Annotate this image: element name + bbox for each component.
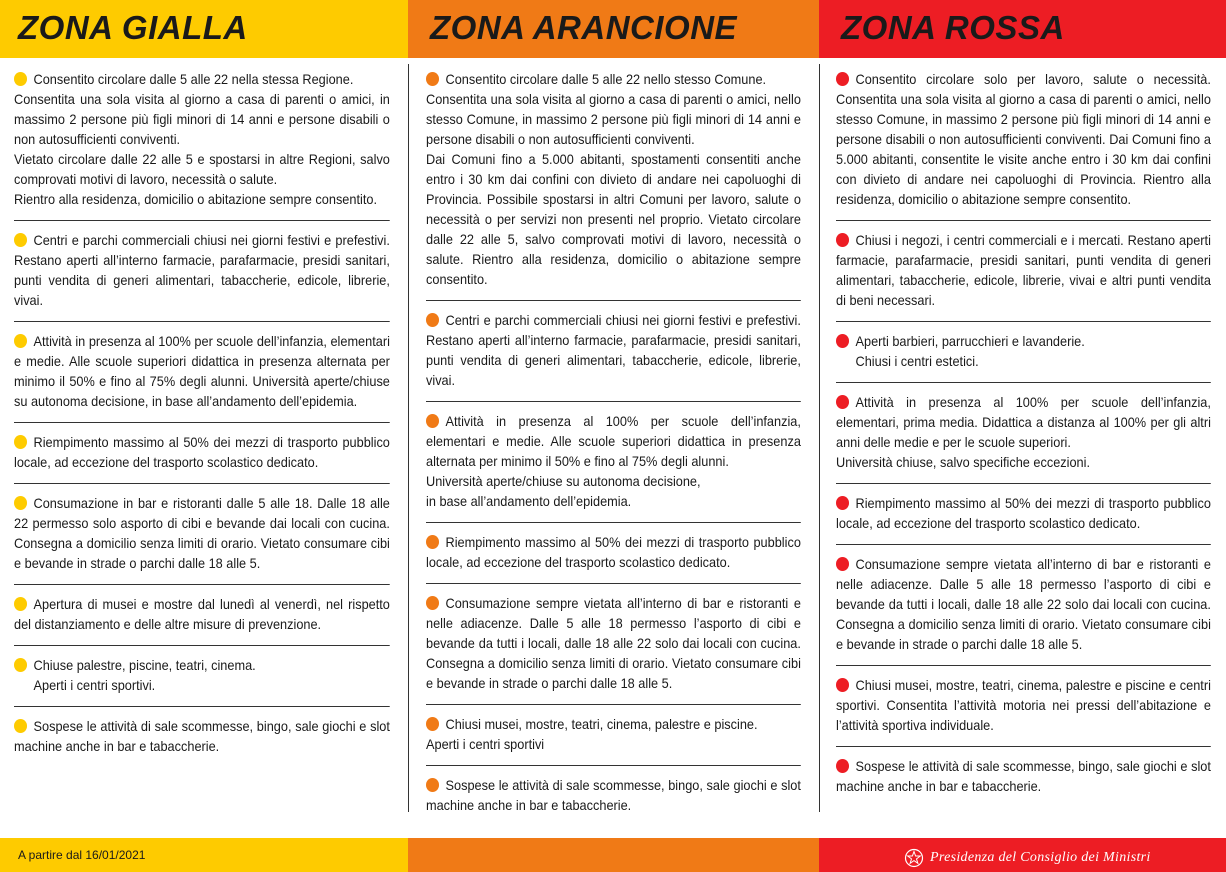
list-item xyxy=(836,231,1211,322)
bullet-dot-icon xyxy=(836,557,849,571)
item-line: Centri e parchi commerciali chiusi nei giorni festivi e prefestivi. Restano aperti all’interno farmacie, parafarmacie, presidi sanitari, punti vendita di generi alimentari, tabaccherie, edicole, librerie, vivai. xyxy=(14,233,390,308)
list-item xyxy=(426,412,801,523)
bullet-dot-icon xyxy=(14,658,27,672)
list-item xyxy=(426,715,801,766)
item-text xyxy=(14,150,390,190)
item-text xyxy=(836,393,1211,453)
column-divider xyxy=(408,64,409,812)
bullet-dot-icon xyxy=(426,717,439,731)
item-text xyxy=(836,757,1211,797)
item-line: Consentita una sola visita al giorno a casa di parenti o amici, nello stesso Comune, in massimo 2 persone più figli minori di 14 anni e persone disabili o non autosufficienti conviventi. xyxy=(426,92,801,147)
bullet-dot-icon xyxy=(14,233,27,247)
item-line: Attività in presenza al 100% per scuole dell’infanzia, elementari e medie. Alle scuole superiori didattica in presenza alternata per minimo il 50% e fino al 75% degli alunni. Università aperte/chiuse su autonoma decisione, in base all’andamento dell’epidemia. xyxy=(14,334,390,409)
list-item xyxy=(14,70,390,221)
item-line: Consumazione sempre vietata all’interno di bar e ristoranti e nelle adiacenze. Dalle 5 alle 18 permesso l’asporto di cibi e bevande da tutti i locali, dalle 18 alle 22 solo dai locali con cucina. Consegna a domicilio senza limiti di orario. Vietato consumare cibi e bevande in strade o parchi dalle 18 alle 5. xyxy=(836,557,1211,652)
bullet-dot-icon xyxy=(426,414,439,428)
italian-republic-emblem-icon xyxy=(904,848,924,868)
issuer-signature xyxy=(904,848,1151,868)
item-text xyxy=(426,776,801,816)
item-line: Consentita una sola visita al giorno a casa di parenti o amici, in massimo 2 persone più figli minori di 14 anni e persone disabili o non autosufficienti conviventi. xyxy=(14,92,390,147)
item-text xyxy=(836,70,1211,210)
item-text xyxy=(14,717,390,757)
item-line: Attività in presenza al 100% per scuole dell’infanzia, elementari e medie. Alle scuole superiori didattica in presenza alternata per minimo il 50% e fino al 75% degli alunni. xyxy=(426,414,801,469)
item-line: Consentito circolare dalle 5 alle 22 nella stessa Regione. xyxy=(33,72,354,87)
item-line: Consentito circolare solo per lavoro, salute o necessità. Consentita una sola visita al giorno a casa di parenti o amici, nello stesso Comune, in massimo 2 persone più figli minori di 14 anni e persone disabili o non autosufficienti conviventi. Dai Comuni fino a 5.000 abitanti, consentite le visite anche entro i 30 km dai confini con divieto di andare nei capoluoghi di Provincia. Rientro alla residenza, domicilio o abitazione sempre consentito. xyxy=(836,72,1211,207)
item-text xyxy=(836,676,1211,736)
zone-title-rossa: ZONA ROSSA xyxy=(841,9,1065,46)
item-line: Riempimento massimo al 50% dei mezzi di trasporto pubblico locale, ad eccezione del trasporto scolastico dedicato. xyxy=(836,496,1211,531)
footer-gialla xyxy=(0,838,408,872)
list-item xyxy=(14,656,390,707)
list-item xyxy=(426,594,801,705)
item-line: Università chiuse, salvo specifiche eccezioni. xyxy=(836,455,1091,470)
item-text xyxy=(836,352,1211,372)
item-line: Consumazione sempre vietata all’interno di bar e ristoranti e nelle adiacenze. Dalle 5 alle 18 permesso l’asporto di cibi e bevande da tutti i locali, dalle 18 alle 22 solo dai locali con cucina. Consegna a domicilio senza limiti di orario. Vietato consumare cibi e bevande in strade o parchi dalle 18 alle 5. xyxy=(426,596,801,691)
bullet-dot-icon xyxy=(14,435,27,449)
item-line: Dai Comuni fino a 5.000 abitanti, spostamenti consentiti anche entro i 30 km dai confini con divieto di andare nei capoluoghi di Provincia. Possibile spostarsi in altri Comuni per lavoro, salute o necessità o per servizi non presenti nel proprio. Vietato circolare dalle 22 alle 5, salvo comprovati motivi di lavoro, necessità o salute. Rientro alla residenza, domicilio o abitazione sempre consentito. xyxy=(426,152,801,287)
item-text xyxy=(426,472,801,492)
column-divider xyxy=(819,64,820,812)
zone-title-arancione: ZONA ARANCIONE xyxy=(430,9,738,46)
bullet-dot-icon xyxy=(836,72,849,86)
bullet-dot-icon xyxy=(14,72,27,86)
column-arancione xyxy=(426,70,801,836)
item-text xyxy=(14,70,390,90)
item-text xyxy=(14,190,390,210)
item-text xyxy=(14,676,390,696)
bullet-dot-icon xyxy=(836,496,849,510)
header-arancione xyxy=(408,0,819,58)
item-line: Riempimento massimo al 50% dei mezzi di trasporto pubblico locale, ad eccezione del trasporto scolastico dedicato. xyxy=(14,435,390,470)
header-rossa xyxy=(819,0,1226,58)
item-line: Università aperte/chiuse su autonoma decisione, xyxy=(426,474,701,489)
item-line: Consentito circolare dalle 5 alle 22 nello stesso Comune. xyxy=(445,72,767,87)
item-text xyxy=(426,533,801,573)
list-item xyxy=(836,70,1211,221)
item-line: Chiusi i centri estetici. xyxy=(855,354,979,369)
item-text xyxy=(836,231,1211,311)
item-text xyxy=(14,332,390,412)
list-item xyxy=(426,311,801,402)
bullet-dot-icon xyxy=(426,778,439,792)
item-line: Rientro alla residenza, domicilio o abitazione sempre consentito. xyxy=(14,192,377,207)
item-line: Sospese le attività di sale scommesse, bingo, sale giochi e slot machine anche in bar e tabaccherie. xyxy=(14,719,390,754)
list-item xyxy=(426,776,801,826)
item-line: Apertura di musei e mostre dal lunedì al venerdì, nel rispetto del distanziamento e delle altre misure di prevenzione. xyxy=(14,597,390,632)
bullet-dot-icon xyxy=(836,759,849,773)
bullet-dot-icon xyxy=(426,535,439,549)
list-item xyxy=(14,332,390,423)
item-text xyxy=(836,555,1211,655)
item-line: Chiusi musei, mostre, teatri, cinema, palestre e piscine e centri sportivi. Consentita l’attività motoria nei pressi dell’abitazione e l’attività sportiva individuale. xyxy=(836,678,1211,733)
item-text xyxy=(836,453,1211,473)
column-gialla xyxy=(14,70,390,777)
item-line: Aperti i centri sportivi. xyxy=(33,678,156,693)
bullet-dot-icon xyxy=(14,496,27,510)
item-line: Sospese le attività di sale scommesse, bingo, sale giochi e slot machine anche in bar e tabaccherie. xyxy=(426,778,801,813)
bullet-dot-icon xyxy=(14,334,27,348)
item-line: Aperti barbieri, parrucchieri e lavanderie. xyxy=(855,334,1085,349)
issuer-name: Presidenza del Consiglio dei Ministri xyxy=(930,850,1151,865)
column-rossa xyxy=(836,70,1211,817)
item-text xyxy=(426,311,801,391)
bullet-dot-icon xyxy=(836,233,849,247)
item-text xyxy=(836,332,1211,352)
list-item xyxy=(426,70,801,301)
item-text xyxy=(426,492,801,512)
item-text xyxy=(14,656,390,676)
list-item xyxy=(14,595,390,646)
list-item xyxy=(836,494,1211,545)
list-item xyxy=(836,393,1211,484)
item-line: Sospese le attività di sale scommesse, bingo, sale giochi e slot machine anche in bar e tabaccherie. xyxy=(836,759,1211,794)
item-text xyxy=(426,594,801,694)
item-text xyxy=(14,90,390,150)
bullet-dot-icon xyxy=(426,313,439,327)
list-item xyxy=(14,433,390,484)
item-text xyxy=(426,150,801,290)
item-text xyxy=(426,70,801,90)
bullet-dot-icon xyxy=(14,719,27,733)
list-item xyxy=(836,555,1211,666)
item-text xyxy=(836,494,1211,534)
bullet-dot-icon xyxy=(836,678,849,692)
item-line: Attività in presenza al 100% per scuole dell’infanzia, elementari, prima media. Didattica a distanza al 100% per gli altri anni delle medie e per le scuole superiori. xyxy=(836,395,1211,450)
list-item xyxy=(836,332,1211,383)
list-item xyxy=(14,717,390,767)
item-line: Riempimento massimo al 50% dei mezzi di trasporto pubblico locale, ad eccezione del trasporto scolastico dedicato. xyxy=(426,535,801,570)
bullet-dot-icon xyxy=(426,72,439,86)
item-text xyxy=(426,735,801,755)
item-text xyxy=(14,433,390,473)
bullet-dot-icon xyxy=(426,596,439,610)
item-text xyxy=(426,412,801,472)
zone-title-gialla: ZONA GIALLA xyxy=(18,9,248,46)
list-item xyxy=(14,494,390,585)
list-item xyxy=(426,533,801,584)
item-line: in base all’andamento dell’epidemia. xyxy=(426,494,632,509)
item-text xyxy=(426,90,801,150)
item-line: Consumazione in bar e ristoranti dalle 5 alle 18. Dalle 18 alle 22 permesso solo asporto di cibi e bevande dai locali con cucina. Consegna a domicilio senza limiti di orario. Vietato consumare cibi e bevande in strade o parchi dalle 18 alle 5. xyxy=(14,496,390,571)
item-text xyxy=(14,494,390,574)
header-gialla xyxy=(0,0,408,58)
list-item xyxy=(836,676,1211,747)
item-line: Chiuse palestre, piscine, teatri, cinema. xyxy=(33,658,256,673)
list-item xyxy=(836,757,1211,807)
footer-date: A partire dal 16/01/2021 xyxy=(18,848,146,862)
item-text xyxy=(426,715,801,735)
item-line: Chiusi musei, mostre, teatri, cinema, palestre e piscine. xyxy=(445,717,758,732)
footer-arancione xyxy=(408,838,819,872)
bullet-dot-icon xyxy=(14,597,27,611)
item-line: Chiusi i negozi, i centri commerciali e i mercati. Restano aperti farmacie, parafarmacie, presidi sanitari, punti vendita di generi alimentari, tabaccherie, edicole, librerie, vivai e altri punti vendita di beni necessari. xyxy=(836,233,1211,308)
item-text xyxy=(14,231,390,311)
item-line: Centri e parchi commerciali chiusi nei giorni festivi e prefestivi. Restano aperti all’interno farmacie, parafarmacie, presidi sanitari, punti vendita di generi alimentari, tabaccherie, edicole, librerie, vivai. xyxy=(426,313,801,388)
bullet-dot-icon xyxy=(836,334,849,348)
list-item xyxy=(14,231,390,322)
item-text xyxy=(14,595,390,635)
bullet-dot-icon xyxy=(836,395,849,409)
item-line: Vietato circolare dalle 22 alle 5 e spostarsi in altre Regioni, salvo comprovati motivi di lavoro, necessità o salute. xyxy=(14,152,390,187)
item-line: Aperti i centri sportivi xyxy=(426,737,545,752)
